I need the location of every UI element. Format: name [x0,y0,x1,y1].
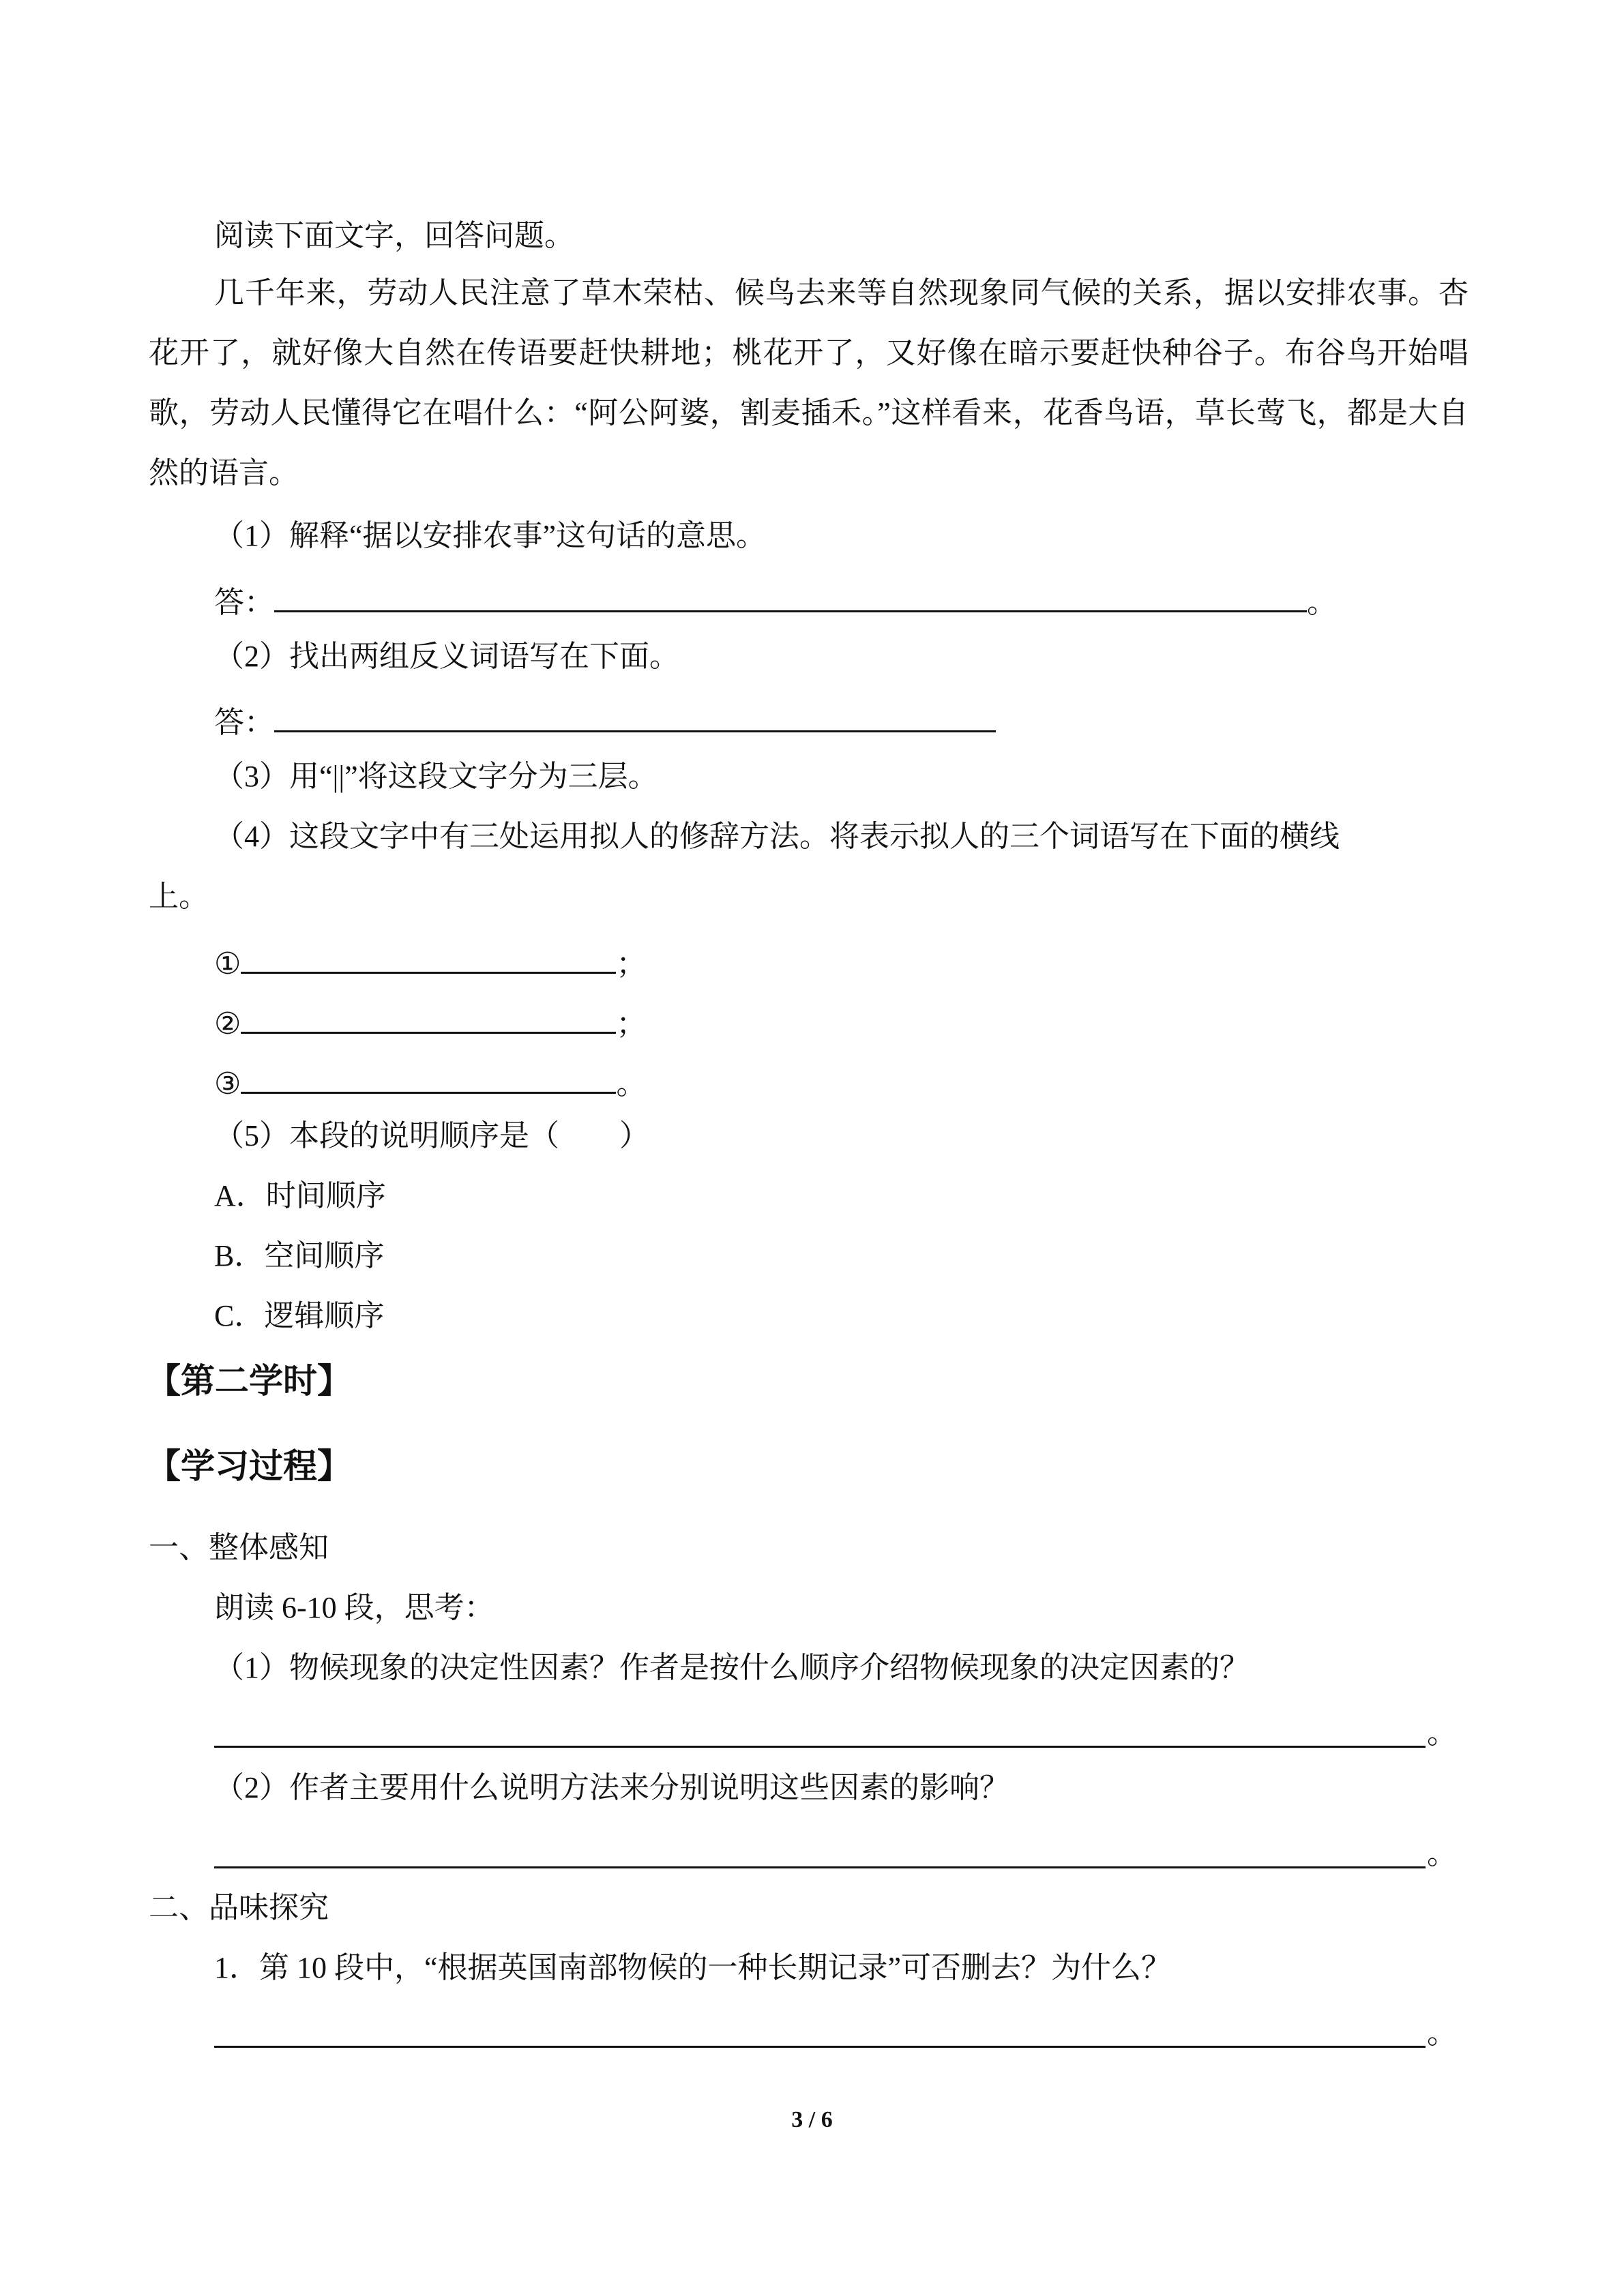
question-4-cont: 上。 [149,880,209,913]
personification-blank-2[interactable] [241,998,616,1034]
perception-question-1: （1）物候现象的决定性因素？作者是按什么顺序介绍物候现象的决定因素的？ [214,1651,1250,1684]
question-5: （5）本段的说明顺序是（ ） [214,1119,649,1152]
answer-label: 答： [214,586,274,619]
reading-prompt: 朗读 6-10 段，思考： [214,1591,494,1624]
circle-number-1: ① [214,947,241,981]
period: 。 [1307,586,1337,619]
section-overall-perception: 一、整体感知 [149,1531,329,1564]
section-appreciation: 二、品味探究 [149,1891,329,1924]
personification-blank-3[interactable] [241,1058,616,1094]
period: 。 [1427,2016,1457,2050]
heading-learning-process: 【学习过程】 [147,1446,351,1486]
heading-second-lesson: 【第二学时】 [147,1361,351,1401]
circle-number-2: ② [214,1007,241,1041]
semicolon: ； [616,1007,647,1041]
personification-blank-1[interactable] [241,938,616,974]
answer-blank-4[interactable] [214,1864,1426,1868]
answer-blank-5[interactable] [214,2043,1426,2048]
period: 。 [1427,1716,1457,1750]
question-3: （3）用“||”将这段文字分为三层。 [214,760,658,793]
page-number: 3 / 6 [791,2107,833,2132]
circle-number-3: ③ [214,1067,241,1101]
perception-question-2: （2）作者主要用什么说明方法来分别说明这些因素的影响？ [214,1771,1009,1804]
question-2: （2）找出两组反义词语写在下面。 [214,640,679,673]
reading-passage: 几千年来，劳动人民注意了草木荣枯、候鸟去来等自然现象同气候的关系，据以安排农事。杏花开了，就好像大自然在传语要赶快耕地；桃花开了，又好像在暗示要赶快种谷子。布谷鸟开始唱歌，劳动人民懂得它在唱什么：“阿公阿婆，割麦插禾。”这样看来，花香鸟语，草长莺飞，都是大自然的语言。 [149,276,1468,490]
blank-item-3[interactable] [214,1058,646,1105]
answer-label: 答： [214,706,274,739]
answer-line-1[interactable] [214,576,1337,623]
option-a[interactable]: A．时间顺序 [214,1179,386,1212]
option-c[interactable]: C．逻辑顺序 [214,1299,385,1332]
question-1: （1）解释“据以安排农事”这句话的意思。 [214,519,767,552]
period: 。 [616,1067,647,1101]
blank-item-1[interactable] [214,938,646,985]
answer-blank-3[interactable] [214,1743,1426,1748]
semicolon: ； [616,947,647,981]
blank-item-2[interactable] [214,998,646,1045]
reading-instruction: 阅读下面文字，回答问题。 [214,219,574,252]
question-4: （4）这段文字中有三处运用拟人的修辞方法。将表示拟人的三个词语写在下面的横线 [214,820,1340,853]
answer-blank-1[interactable] [274,576,1307,612]
answer-line-2[interactable] [214,696,996,743]
period: 。 [1427,1837,1457,1870]
answer-blank-2[interactable] [274,696,996,732]
option-b[interactable]: B．空间顺序 [214,1239,385,1272]
appreciation-question-1: 1．第 10 段中，“根据英国南部物候的一种长期记录”可否删去？为什么？ [214,1951,1172,1984]
